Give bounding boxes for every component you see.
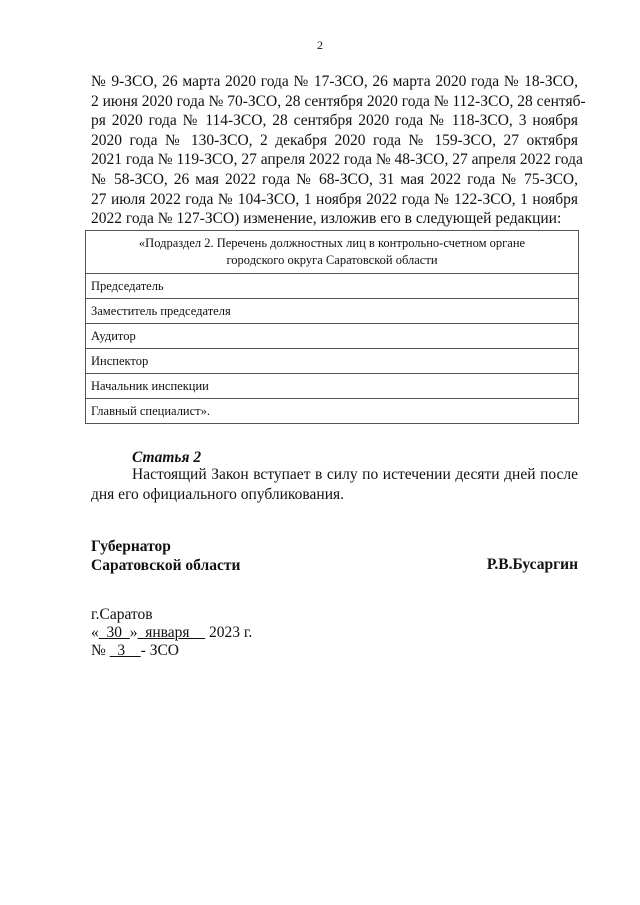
intro-line: 2020 года № 130-ЗСО, 2 декабря 2020 года № 159-ЗСО, 27 октября [91, 131, 578, 149]
intro-line: № 9-ЗСО, 26 марта 2020 года № 17-ЗСО, 26 марта 2020 года № 18-ЗСО, [91, 73, 578, 90]
signatory-position-line: Саратовской области [91, 557, 241, 574]
page-number: 2 [317, 38, 323, 52]
intro-line: 2 июня 2020 года № 70-ЗСО, 28 сентября 2020 года № 112-ЗСО, 28 сентяб- [91, 92, 586, 110]
intro-paragraph [91, 72, 586, 229]
table-cell: Заместитель председателя [86, 299, 579, 324]
table-cell: Инспектор [86, 349, 579, 374]
signatory-position [91, 537, 240, 575]
table-row [86, 274, 579, 299]
date-quote-close: » [129, 624, 138, 641]
table-cell: Начальник инспекции [86, 374, 579, 399]
article-title: Статья 2 [132, 449, 202, 466]
law-number-suffix: - ЗСО [140, 642, 180, 659]
signatory-name: Р.В.Бусаргин [486, 556, 578, 573]
intro-line: ря 2020 года № 114-ЗСО, 28 сентября 2020 года № 118-ЗСО, 3 ноября [91, 112, 578, 130]
table-cell: Председатель [86, 274, 579, 299]
table-row [86, 374, 579, 399]
table-header-row [86, 231, 579, 274]
signatory-position-line: Губернатор [91, 538, 171, 555]
intro-line: № 58-ЗСО, 26 мая 2022 года № 68-ЗСО, 31 мая 2022 года № 75-ЗСО, [91, 170, 578, 188]
article-text [91, 465, 578, 505]
city: г.Саратов [91, 606, 153, 623]
table-row [86, 349, 579, 374]
intro-line: 2021 года № 119-ЗСО, 27 апреля 2022 года № 48-ЗСО, 27 апреля 2022 года [91, 151, 583, 169]
date-month: января [137, 624, 206, 641]
date-day: 30 [98, 624, 130, 641]
table-header-line: городского округа Саратовской области [226, 253, 438, 267]
law-number-prefix: № [91, 642, 110, 659]
intro-line: 2022 года № 127-ЗСО) изменение, изложив его в следующей редакции: [91, 210, 562, 228]
article-text-line: дня его официального опубликования. [91, 486, 345, 503]
intro-line: 27 июля 2022 года № 104-ЗСО, 1 ноября 2022 года № 122-ЗСО, 1 ноября [91, 190, 578, 208]
date-quote-open: « [91, 624, 99, 641]
table-header-cell [86, 231, 579, 274]
article-text-line: Настоящий Закон вступает в силу по истечении десяти дней после [132, 466, 578, 483]
positions-table [85, 230, 579, 424]
table-header-line: «Подраздел 2. Перечень должностных лиц в контрольно-счетном органе [138, 236, 526, 250]
table-row [86, 324, 579, 349]
law-number-value: 3 [109, 642, 141, 659]
table-cell: Главный специалист». [86, 399, 579, 424]
table-row [86, 399, 579, 424]
law-number [91, 642, 252, 660]
table-row [86, 299, 579, 324]
table-cell: Аудитор [86, 324, 579, 349]
adoption-date [91, 624, 252, 642]
date-year: 2023 г. [205, 624, 253, 641]
place-date-number [91, 606, 252, 660]
